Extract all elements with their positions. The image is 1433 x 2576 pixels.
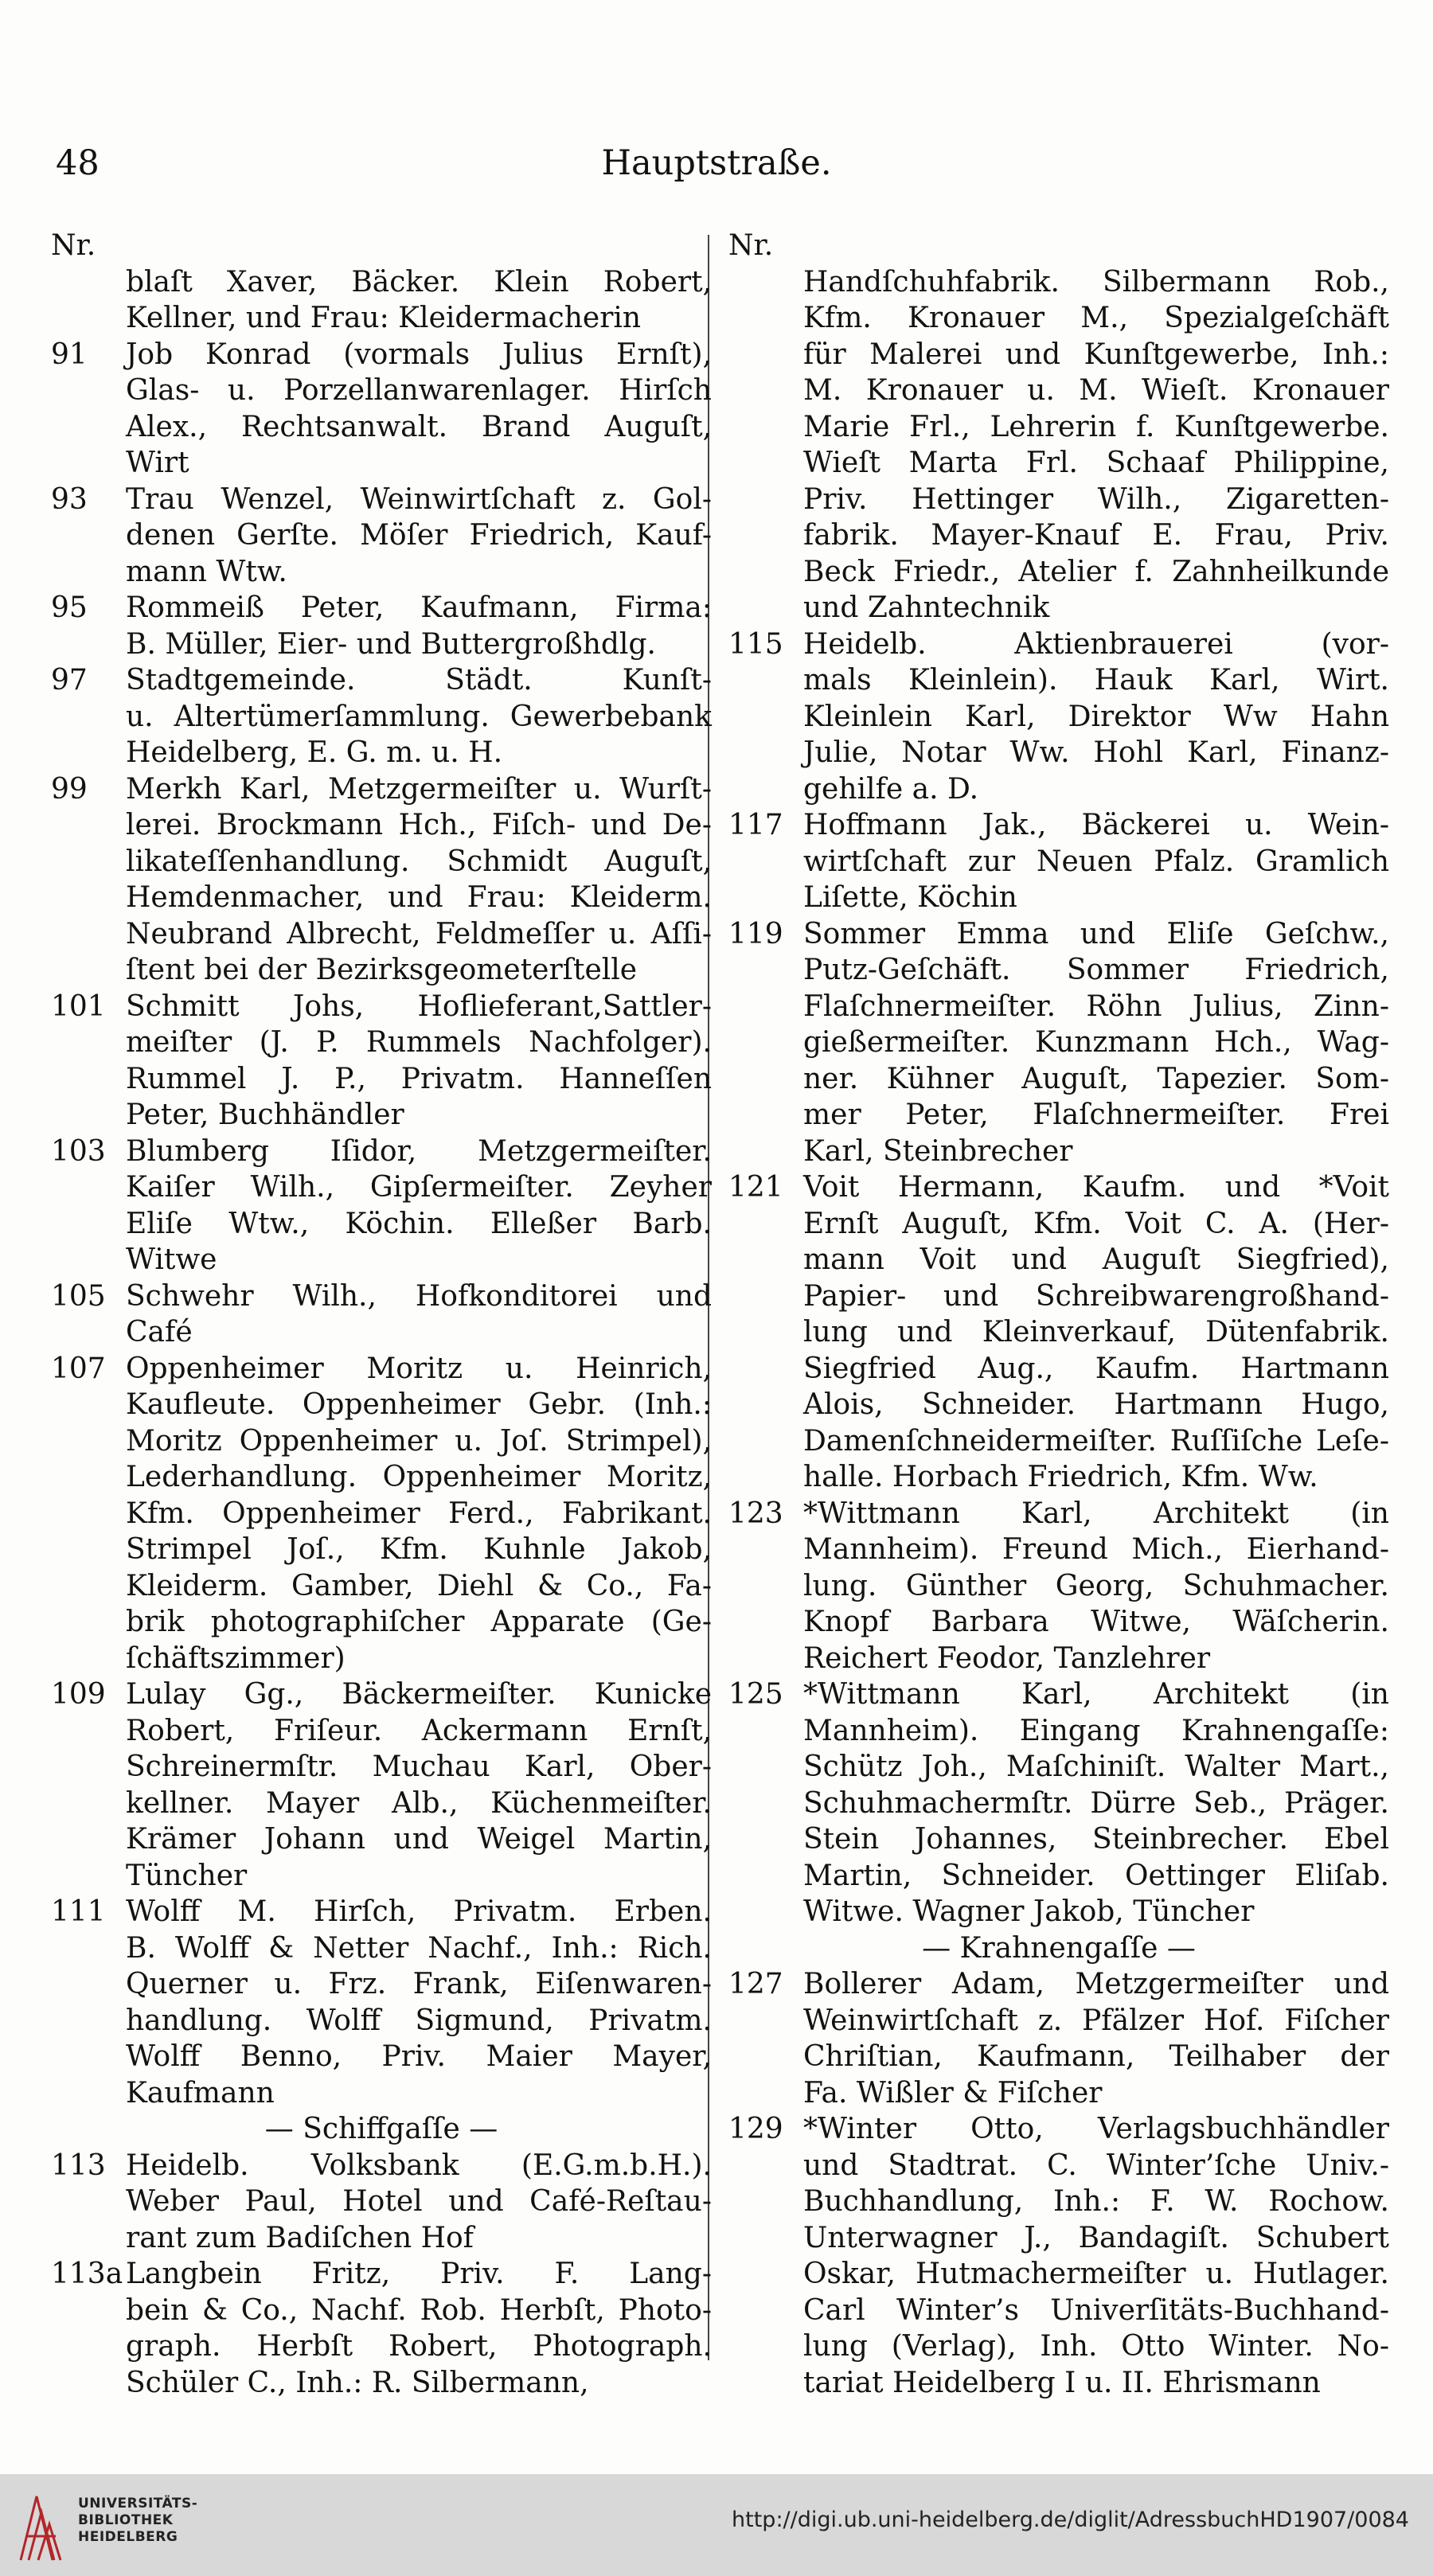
entry-text bbox=[126, 1676, 712, 1894]
address-entry bbox=[51, 989, 712, 1134]
entry-text bbox=[126, 264, 712, 337]
entry-line: Rummel J. P., Privatm. Hanneſſen bbox=[126, 1062, 712, 1095]
entry-text bbox=[126, 1894, 712, 2111]
entry-list bbox=[728, 1966, 1389, 2401]
house-number: 109 bbox=[51, 1678, 106, 1711]
address-entry bbox=[51, 482, 712, 591]
entry-line: Schreinermſtr. Muchau Karl, Ober- bbox=[126, 1751, 712, 1783]
address-entry bbox=[728, 807, 1389, 916]
entry-line: halle. Horbach Friedrich, Kfm. Ww. bbox=[803, 1461, 1318, 1493]
entry-line: *Wittmann Karl, Architekt (in bbox=[803, 1678, 1389, 1711]
entry-line: rant zum Badiſchen Hof bbox=[126, 2221, 474, 2254]
address-entry bbox=[728, 1169, 1389, 1496]
address-entry bbox=[728, 2111, 1389, 2401]
entry-line: *Winter Otto, Verlagsbuchhändler bbox=[803, 2113, 1389, 2145]
address-entry bbox=[728, 1676, 1389, 1930]
entry-line: Moritz Oppenheimer u. Joſ. Strimpel), bbox=[126, 1424, 712, 1458]
entry-line: Neubrand Albrecht, Feldmeſſer u. Aſſi- bbox=[126, 917, 712, 950]
entry-line: Job Konrad (vormals Julius Ernſt), bbox=[126, 338, 712, 371]
entry-line: Alois, Schneider. Hartmann Hugo, bbox=[803, 1388, 1389, 1421]
address-entry bbox=[51, 1676, 712, 1894]
entry-line: Kfm. Oppenheimer Ferd., Fabrikant. bbox=[126, 1497, 712, 1530]
entry-text bbox=[803, 916, 1389, 1170]
entry-line: Trau Wenzel, Weinwirtſchaft z. Gol- bbox=[126, 482, 712, 516]
house-number: 129 bbox=[728, 2113, 783, 2145]
entry-text bbox=[803, 1496, 1389, 1677]
address-entry bbox=[728, 1966, 1389, 2111]
entry-line: gießermeiſter. Kunzmann Hch., Wag- bbox=[803, 1026, 1389, 1059]
entry-line: Oppenheimer Moritz u. Heinrich, bbox=[126, 1352, 712, 1385]
address-entry bbox=[51, 1351, 712, 1677]
entry-line: Buchhandlung, Inh.: F. W. Rochow. bbox=[803, 2185, 1389, 2218]
entry-line: Reichert Feodor, Tanzlehrer bbox=[803, 1641, 1211, 1675]
entry-line: mann Voit und Auguſt Siegfried), bbox=[803, 1243, 1389, 1276]
entry-line: und Stadtrat. C. Winter’ſche Univ.- bbox=[803, 2149, 1389, 2182]
entry-line: Kellner, und Frau: Kleidermacherin bbox=[126, 302, 642, 334]
library-name bbox=[78, 2496, 197, 2546]
lead-entry bbox=[51, 264, 712, 337]
entry-text bbox=[803, 1676, 1389, 1930]
entry-line: Querner u. Frz. Frank, Eiſenwaren- bbox=[126, 1968, 712, 2000]
entry-line: wirtſchaft zur Neuen Pfalz. Gramlich bbox=[803, 845, 1389, 878]
address-entry bbox=[51, 2256, 712, 2401]
entry-line: denen Gerſte. Möſer Friedrich, Kauf- bbox=[126, 519, 712, 552]
entry-line: für Malerei und Kunſtgewerbe, Inh.: bbox=[803, 338, 1389, 371]
entry-text bbox=[803, 626, 1389, 808]
library-line: BIBLIOTHEK bbox=[78, 2512, 174, 2528]
house-number: 113 bbox=[51, 2149, 106, 2182]
entry-text bbox=[126, 662, 712, 771]
page-number: 48 bbox=[56, 143, 100, 183]
entry-line: ner. Kühner Auguſt, Tapezier. Som- bbox=[803, 1062, 1389, 1095]
entry-line: mann Wtw. bbox=[126, 555, 287, 588]
entry-line: Marie Frl., Lehrerin f. Kunſtgewerbe. bbox=[803, 410, 1389, 443]
entry-line: *Wittmann Karl, Architekt (in bbox=[803, 1497, 1389, 1530]
address-entry bbox=[728, 916, 1389, 1170]
entry-line: Krämer Johann und Weigel Martin, bbox=[126, 1823, 712, 1856]
entry-text bbox=[803, 264, 1389, 626]
house-number: 115 bbox=[728, 627, 783, 661]
entry-line: Kleiderm. Gamber, Diehl & Co., Fa- bbox=[126, 1569, 712, 1602]
entry-text bbox=[803, 807, 1389, 916]
entry-line: mer Peter, Flaſchnermeiſter. Frei bbox=[803, 1099, 1389, 1131]
street-heading-krahnengasse: — Krahnengaſſe — bbox=[922, 1931, 1196, 1965]
address-entry bbox=[51, 1134, 712, 1278]
house-number: 125 bbox=[728, 1678, 783, 1711]
entry-line: Flaſchnermeiſter. Röhn Julius, Zinn- bbox=[803, 989, 1389, 1023]
house-number: 117 bbox=[728, 809, 783, 841]
house-number: 113a bbox=[51, 2258, 123, 2290]
entry-line: Sommer Emma und Eliſe Geſchw., bbox=[803, 917, 1389, 950]
entry-line: Heidelb. Volksbank (E.G.m.b.H.). bbox=[126, 2149, 712, 2182]
entry-line: Lulay Gg., Bäckermeiſter. Kunicke bbox=[126, 1678, 712, 1711]
entry-line: Weinwirtſchaft z. Pfälzer Hof. Fiſcher bbox=[803, 2004, 1389, 2037]
entry-line: Heidelb. Aktienbrauerei (vor- bbox=[803, 627, 1389, 661]
entry-list bbox=[51, 2148, 712, 2402]
entry-line: Stein Johannes, Steinbrecher. Ebel bbox=[803, 1823, 1389, 1856]
entry-line: Knopf Barbara Witwe, Wäſcherin. bbox=[803, 1606, 1389, 1638]
entry-text bbox=[126, 2148, 712, 2257]
entry-number bbox=[728, 264, 803, 626]
entry-line: und Zahntechnik bbox=[803, 591, 1050, 624]
entry-line: Kaufleute. Oppenheimer Gebr. (Inh.: bbox=[126, 1388, 712, 1421]
entry-text bbox=[126, 482, 712, 591]
street-heading-schiffgasse: — Schiffgaſſe — bbox=[264, 2113, 498, 2145]
entry-text bbox=[126, 1134, 712, 1278]
entry-line: lung und Kleinverkauf, Dütenfabrik. bbox=[803, 1316, 1389, 1348]
entry-text bbox=[803, 1169, 1389, 1496]
entry-text bbox=[126, 1278, 712, 1351]
entry-line: handlung. Wolff Sigmund, Privatm. bbox=[126, 2004, 712, 2037]
entry-text bbox=[126, 989, 712, 1134]
house-number: 97 bbox=[51, 664, 88, 697]
entry-line: Witwe bbox=[126, 1243, 217, 1276]
entry-line: Kleinlein Karl, Direktor Ww Hahn bbox=[803, 700, 1389, 733]
entry-line: Schuhmachermſtr. Dürre Seb., Präger. bbox=[803, 1786, 1389, 1820]
entry-line: kellner. Mayer Alb., Küchenmeiſter. bbox=[126, 1786, 712, 1820]
house-number: 103 bbox=[51, 1134, 106, 1168]
entry-line: meiſter (J. P. Rummels Nachfolger). bbox=[126, 1026, 712, 1059]
library-line: UNIVERSITÄTS- bbox=[78, 2496, 198, 2512]
entry-line: Wolff Benno, Priv. Maier Mayer, bbox=[126, 2040, 712, 2073]
entry-line: Merkh Karl, Metzgermeiſter u. Wurſt- bbox=[126, 772, 712, 806]
library-line: HEIDELBERG bbox=[78, 2529, 178, 2545]
entry-line: Stadtgemeinde. Städt. Kunſt- bbox=[126, 664, 712, 697]
house-number: 111 bbox=[51, 1895, 106, 1928]
entry-line: Kaufmann bbox=[126, 2076, 275, 2110]
entry-line: Carl Winter’s Univerſitäts-Buchhand- bbox=[803, 2293, 1389, 2327]
address-entry bbox=[51, 590, 712, 662]
entry-line: Kfm. Kronauer M., Spezialgeſchäft bbox=[803, 302, 1389, 334]
entry-line: Papier- und Schreibwarengroßhand- bbox=[803, 1279, 1389, 1313]
entry-line: brik photographiſcher Apparate (Ge- bbox=[126, 1606, 712, 1638]
entry-text bbox=[803, 2111, 1389, 2401]
university-seal-icon bbox=[14, 2480, 70, 2568]
entry-line: Tüncher bbox=[126, 1859, 248, 1892]
house-number: 91 bbox=[51, 338, 88, 371]
entry-line: Langbein Fritz, Priv. F. Lang- bbox=[126, 2258, 712, 2290]
entry-text bbox=[126, 2256, 712, 2401]
house-number: 123 bbox=[728, 1497, 783, 1530]
house-number: 127 bbox=[728, 1968, 783, 2000]
nr-label: Nr. bbox=[51, 229, 96, 262]
entry-line: Weber Paul, Hotel und Café-Reſtau- bbox=[126, 2185, 712, 2218]
entry-line: ſchäftszimmer) bbox=[126, 1641, 346, 1675]
entry-line: M. Kronauer u. M. Wieſt. Kronauer bbox=[803, 374, 1389, 407]
entry-line: Alex., Rechtsanwalt. Brand Auguſt, bbox=[126, 410, 712, 443]
entry-text bbox=[126, 337, 712, 482]
entry-line: Witwe. Wagner Jakob, Tüncher bbox=[803, 1895, 1255, 1928]
entry-line: lerei. Brockmann Hch., Fiſch- und De- bbox=[126, 809, 712, 841]
entry-line: Schmitt Johs, Hoflieferant,Sattler- bbox=[126, 989, 712, 1023]
entry-text bbox=[803, 1966, 1389, 2111]
entry-line: Siegfried Aug., Kaufm. Hartmann bbox=[803, 1352, 1389, 1385]
house-number: 121 bbox=[728, 1171, 783, 1204]
entry-line: Schwehr Wilh., Hofkonditorei und bbox=[126, 1279, 712, 1313]
lead-entry bbox=[728, 264, 1389, 626]
entry-line: Voit Hermann, Kaufm. und *Voit bbox=[803, 1171, 1389, 1204]
entry-line: Mannheim). Eingang Krahnengaſſe: bbox=[803, 1714, 1389, 1747]
entry-line: Schüler C., Inh.: R. Silbermann, bbox=[126, 2366, 589, 2399]
entry-line: Putz-Geſchäft. Sommer Friedrich, bbox=[803, 954, 1389, 986]
entry-line: Eliſe Wtw., Köchin. Elleßer Barb. bbox=[126, 1207, 712, 1240]
entry-line: Glas- u. Porzellanwarenlager. Hirſch bbox=[126, 374, 712, 407]
entry-line: Strimpel Joſ., Kfm. Kuhnle Jakob, bbox=[126, 1533, 712, 1566]
entry-line: u. Altertümerſammlung. Gewerbebank bbox=[126, 700, 712, 733]
entry-line: Wieſt Marta Frl. Schaaf Philippine, bbox=[803, 447, 1389, 479]
footer-bar bbox=[0, 2474, 1433, 2576]
house-number: 93 bbox=[51, 482, 88, 516]
entry-text bbox=[126, 1351, 712, 1677]
house-number: 101 bbox=[51, 989, 106, 1023]
source-url-link[interactable]: http://digi.ub.uni-heidelberg.de/diglit/AdressbuchHD1907/0084 bbox=[732, 2508, 1409, 2532]
house-number: 105 bbox=[51, 1279, 106, 1313]
address-entry bbox=[51, 771, 712, 989]
entry-line: Bollerer Adam, Metzgermeiſter und bbox=[803, 1968, 1389, 2000]
entry-line: Café bbox=[126, 1316, 193, 1348]
entry-line: Damenſchneidermeiſter. Ruſſiſche Leſe- bbox=[803, 1424, 1389, 1458]
entry-line: Beck Friedr., Atelier f. Zahnheilkunde bbox=[803, 555, 1389, 588]
entry-line: Robert, Friſeur. Ackermann Ernſt, bbox=[126, 1714, 712, 1747]
entry-line: Hoffmann Jak., Bäckerei u. Wein- bbox=[803, 809, 1389, 841]
entry-line: Liſette, Köchin bbox=[803, 881, 1017, 914]
entry-line: B. Wolff & Netter Nachf., Inh.: Rich. bbox=[126, 1931, 712, 1965]
address-entry bbox=[51, 2148, 712, 2257]
house-number: 95 bbox=[51, 591, 88, 624]
address-entry bbox=[728, 1496, 1389, 1677]
entry-line: Fa. Wißler & Fiſcher bbox=[803, 2076, 1103, 2110]
entry-line: likateſſenhandlung. Schmidt Auguſt, bbox=[126, 845, 712, 878]
address-entry bbox=[51, 662, 712, 771]
entry-line: lung (Verlag), Inh. Otto Winter. No- bbox=[803, 2330, 1389, 2363]
left-column bbox=[51, 228, 712, 2401]
entry-line: fabrik. Mayer-Knauf E. Frau, Priv. bbox=[803, 519, 1389, 552]
entry-text bbox=[126, 590, 712, 662]
entry-line: mals Kleinlein). Hauk Karl, Wirt. bbox=[803, 664, 1389, 697]
entry-line: Chriſtian, Kaufmann, Teilhaber der bbox=[803, 2040, 1389, 2073]
entry-line: Oskar, Hutmachermeiſter u. Hutlager. bbox=[803, 2258, 1389, 2290]
address-entry bbox=[728, 626, 1389, 808]
address-entry bbox=[51, 1278, 712, 1351]
entry-line: Ernſt Auguſt, Kfm. Voit C. A. (Her- bbox=[803, 1207, 1389, 1240]
address-entry bbox=[51, 337, 712, 482]
entry-line: bein & Co., Nachf. Rob. Herbſt, Photo- bbox=[126, 2293, 712, 2327]
entry-line: Blumberg Iſidor, Metzgermeiſter. bbox=[126, 1134, 712, 1168]
entry-line: Hemdenmacher, und Frau: Kleiderm. bbox=[126, 881, 712, 914]
entry-list bbox=[51, 337, 712, 2112]
entry-number bbox=[51, 264, 126, 337]
entry-line: graph. Herbſt Robert, Photograph. bbox=[126, 2330, 712, 2363]
entry-line: Kaiſer Wilh., Gipſermeiſter. Zeyher bbox=[126, 1171, 712, 1204]
entry-line: Priv. Hettinger Wilh., Zigaretten- bbox=[803, 482, 1389, 516]
entry-line: Wolff M. Hirſch, Privatm. Erben. bbox=[126, 1895, 712, 1928]
running-title: Hauptstraße. bbox=[601, 143, 832, 183]
entry-line: Julie, Notar Ww. Hohl Karl, Finanz- bbox=[803, 736, 1389, 769]
entry-line: Martin, Schneider. Oettinger Eliſab. bbox=[803, 1859, 1389, 1892]
entry-line: Wirt bbox=[126, 447, 189, 479]
house-number: 119 bbox=[728, 917, 783, 950]
entry-line: Lederhandlung. Oppenheimer Moritz, bbox=[126, 1461, 712, 1493]
entry-line: Handſchuhfabrik. Silbermann Rob., bbox=[803, 265, 1389, 299]
house-number: 99 bbox=[51, 772, 88, 806]
house-number: 107 bbox=[51, 1352, 106, 1385]
entry-line: gehilfe a. D. bbox=[803, 772, 979, 806]
entry-line: Mannheim). Freund Mich., Eierhand- bbox=[803, 1533, 1389, 1566]
address-entry bbox=[51, 1894, 712, 2111]
nr-label: Nr. bbox=[728, 229, 774, 262]
entry-list bbox=[728, 626, 1389, 1930]
entry-line: Schütz Joh., Maſchiniſt. Walter Mart., bbox=[803, 1751, 1389, 1783]
entry-line: Karl, Steinbrecher bbox=[803, 1134, 1073, 1168]
entry-line: lung. Günther Georg, Schuhmacher. bbox=[803, 1569, 1389, 1602]
entry-line: Heidelberg, E. G. m. u. H. bbox=[126, 736, 503, 769]
entry-line: blaſt Xaver, Bäcker. Klein Robert, bbox=[126, 265, 712, 299]
entry-text bbox=[126, 771, 712, 989]
entry-line: ſtent bei der Bezirksgeometerſtelle bbox=[126, 954, 638, 986]
entry-line: B. Müller, Eier- und Buttergroßhdlg. bbox=[126, 627, 656, 661]
entry-line: Peter, Buchhändler bbox=[126, 1099, 404, 1131]
entry-line: Unterwagner J., Bandagiſt. Schubert bbox=[803, 2221, 1389, 2254]
entry-line: Rommeiß Peter, Kaufmann, Firma: bbox=[126, 591, 712, 624]
right-column bbox=[728, 228, 1389, 2401]
entry-line: tariat Heidelberg I u. II. Ehrismann bbox=[803, 2366, 1321, 2399]
